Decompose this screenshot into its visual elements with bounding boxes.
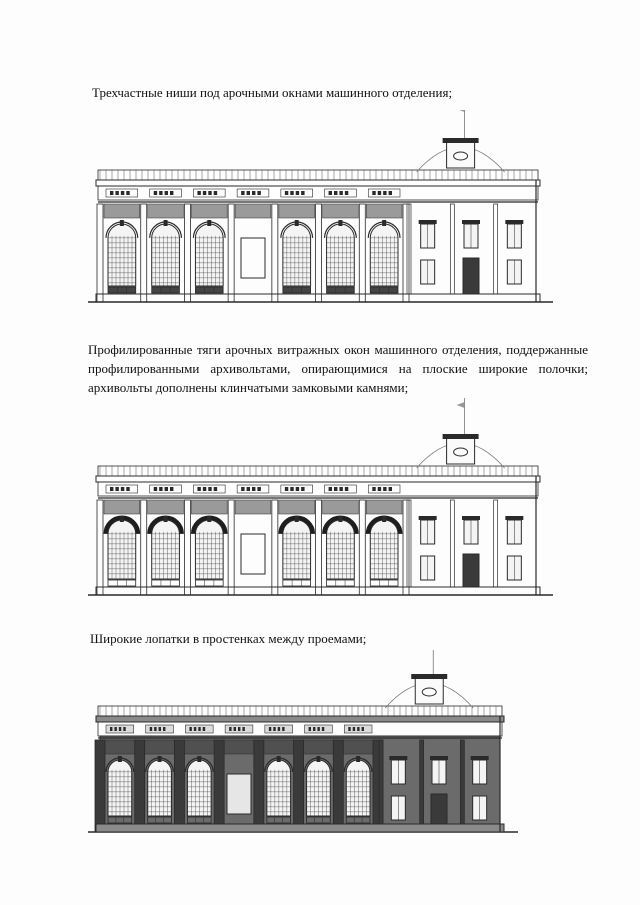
frieze-ornament <box>383 191 386 195</box>
keystone <box>207 516 211 522</box>
frieze-ornament <box>110 727 112 731</box>
window-niche <box>195 287 223 293</box>
frieze-ornament <box>126 191 129 195</box>
frieze-ornament <box>238 727 240 731</box>
flag-icon <box>457 110 465 112</box>
frieze-ornament <box>329 487 332 491</box>
pilaster <box>184 204 190 302</box>
frieze-ornament <box>121 487 124 491</box>
wing-window-lintel <box>505 220 523 224</box>
facade-elevation-drawing-3 <box>88 650 518 840</box>
caption-pilasters: Широкие лопатки в простенках между проемами; <box>90 631 367 646</box>
frieze-ornament <box>285 487 288 491</box>
pilaster <box>403 500 409 595</box>
frieze-ornament <box>170 191 173 195</box>
keystone <box>382 516 386 522</box>
keystone <box>118 756 122 762</box>
keystone <box>295 516 299 522</box>
frieze-ornament <box>163 727 165 731</box>
entrance-door <box>463 258 479 294</box>
flag-icon <box>457 402 465 408</box>
keystone <box>356 756 360 762</box>
blind-panel <box>241 534 265 574</box>
brick-panel <box>323 204 359 218</box>
brick-panel <box>148 500 184 514</box>
frieze-ornament <box>203 487 206 491</box>
frieze-ornament <box>247 487 250 491</box>
pilaster <box>97 500 103 595</box>
keystone <box>316 756 320 762</box>
frieze-ornament <box>282 727 284 731</box>
frieze-ornament <box>322 727 324 731</box>
wing-pilaster <box>379 740 383 824</box>
frieze-ornament <box>242 727 244 731</box>
frieze-ornament <box>269 727 271 731</box>
frieze-ornament <box>197 487 200 491</box>
main-cornice <box>96 180 540 186</box>
frieze-ornament <box>285 191 288 195</box>
keystone <box>120 220 124 226</box>
pilaster <box>403 204 409 302</box>
keystone <box>338 220 342 226</box>
pilaster <box>272 500 278 595</box>
frieze-ornament <box>198 727 200 731</box>
frieze-ornament <box>345 191 348 195</box>
frieze-ornament <box>110 487 113 491</box>
frieze-ornament <box>110 191 113 195</box>
keystone <box>277 756 281 762</box>
frieze-ornament <box>121 191 124 195</box>
brick-panel <box>191 204 227 218</box>
frieze-ornament <box>114 727 116 731</box>
frieze-ornament <box>154 727 156 731</box>
frieze-ornament <box>165 487 168 491</box>
facade-elevation-drawing-2 <box>88 398 553 603</box>
frieze-ornament <box>301 487 304 491</box>
brick-panel <box>366 500 402 514</box>
window-niche <box>108 287 136 293</box>
window-niche <box>283 287 311 293</box>
brick-panel <box>263 740 295 754</box>
tower-body <box>447 142 475 168</box>
pilaster <box>228 500 234 595</box>
tower-cornice <box>443 434 479 439</box>
frieze-ornament <box>203 727 205 731</box>
window-niche <box>152 287 180 293</box>
frieze-ornament <box>257 191 260 195</box>
window-niche <box>327 287 355 293</box>
frieze-ornament <box>296 487 299 491</box>
pilaster <box>316 204 322 302</box>
window-niche <box>283 580 311 586</box>
frieze-ornament <box>208 487 211 491</box>
frieze-ornament <box>115 191 118 195</box>
frieze-ornament <box>126 487 129 491</box>
pilaster <box>141 500 147 595</box>
pilaster <box>359 500 365 595</box>
frieze-ornament <box>278 727 280 731</box>
brick-panel <box>303 740 335 754</box>
caption-archivolts: Профилированные тяги арочных витражных окон машинного отделения, поддержанные профилированными архивольтами, опирающимися на плоские широкие полочки; архивольты дополнены клинчатыми замковыми камнями; <box>88 342 588 395</box>
frieze-ornament <box>119 727 121 731</box>
pilaster <box>316 500 322 595</box>
wing-pilaster <box>494 204 498 294</box>
tower-body <box>447 438 475 464</box>
brick-panel <box>279 500 315 514</box>
pilaster <box>97 204 103 302</box>
frieze-ornament <box>301 191 304 195</box>
pilaster <box>254 740 264 832</box>
frieze-ornament <box>372 487 375 491</box>
tower-cornice <box>443 138 479 143</box>
frieze-ornament <box>290 191 293 195</box>
facade-elevation-drawing-1 <box>88 110 553 310</box>
pilaster <box>174 740 184 832</box>
wing-pilaster <box>494 500 498 587</box>
pilaster <box>135 740 145 832</box>
frieze-ornament <box>329 191 332 195</box>
wing-window-lintel <box>471 756 489 760</box>
attic-railing <box>98 706 502 716</box>
plinth <box>96 587 540 595</box>
frieze-ornament <box>247 191 250 195</box>
frieze-ornament <box>362 727 364 731</box>
wing-window-lintel <box>462 220 480 224</box>
entrance-door <box>431 794 447 824</box>
frieze-ornament <box>334 487 337 491</box>
wing-window-lintel <box>419 516 437 520</box>
blind-panel <box>241 238 265 278</box>
window-niche <box>195 580 223 586</box>
pilaster <box>141 204 147 302</box>
window-niche <box>327 580 355 586</box>
frieze-ornament <box>189 727 191 731</box>
frieze-ornament <box>378 487 381 491</box>
frieze-ornament <box>115 487 118 491</box>
frieze-ornament <box>345 487 348 491</box>
keystone <box>338 516 342 522</box>
frieze-ornament <box>309 727 311 731</box>
pilaster <box>294 740 304 832</box>
brick-panel <box>104 740 136 754</box>
frieze-ornament <box>252 487 255 491</box>
frieze-ornament <box>214 191 217 195</box>
keystone <box>164 220 168 226</box>
wing-pilaster <box>420 740 424 824</box>
frieze-ornament <box>170 487 173 491</box>
frieze-ornament <box>334 191 337 195</box>
brick-panel <box>191 500 227 514</box>
window-niche <box>108 580 136 586</box>
frieze-ornament <box>313 727 315 731</box>
keystone <box>382 220 386 226</box>
brick-panel <box>104 204 140 218</box>
frieze-ornament <box>257 487 260 491</box>
frieze-ornament <box>290 487 293 491</box>
wing-window-lintel <box>430 756 448 760</box>
frieze-ornament <box>241 487 244 491</box>
brick-panel <box>144 740 176 754</box>
frieze-ornament <box>348 727 350 731</box>
wing-pilaster <box>450 500 454 587</box>
frieze-ornament <box>165 191 168 195</box>
wing-window-lintel <box>505 516 523 520</box>
pilaster <box>184 500 190 595</box>
wing-pilaster <box>450 204 454 294</box>
plinth <box>96 294 540 302</box>
frieze-ornament <box>383 487 386 491</box>
frieze-ornament <box>154 487 157 491</box>
frieze-ornament <box>317 727 319 731</box>
pilaster <box>95 740 105 832</box>
window-niche <box>152 580 180 586</box>
pilaster <box>214 740 224 832</box>
frieze-ornament <box>214 487 217 491</box>
plinth <box>96 824 504 832</box>
keystone <box>158 756 162 762</box>
brick-panel <box>366 204 402 218</box>
brick-panel <box>223 740 255 754</box>
frieze-ornament <box>159 191 162 195</box>
frieze-ornament <box>194 727 196 731</box>
brick-panel <box>342 740 374 754</box>
brick-panel <box>104 500 140 514</box>
wing-window-lintel <box>419 220 437 224</box>
frieze-ornament <box>389 487 392 491</box>
frieze-band <box>98 482 538 496</box>
frieze-ornament <box>208 191 211 195</box>
keystone <box>120 516 124 522</box>
frieze-ornament <box>339 191 342 195</box>
frieze-ornament <box>197 191 200 195</box>
frieze-ornament <box>339 487 342 491</box>
caption-niches: Трехчастные ниши под арочными окнами машинного отделения; <box>92 85 453 100</box>
pilaster <box>333 740 343 832</box>
frieze-ornament <box>296 191 299 195</box>
keystone <box>207 220 211 226</box>
pilaster <box>228 204 234 302</box>
frieze-ornament <box>159 727 161 731</box>
brick-panel <box>148 204 184 218</box>
blind-panel <box>227 774 251 814</box>
main-cornice <box>96 716 504 722</box>
frieze-ornament <box>159 487 162 491</box>
wing-window-lintel <box>462 516 480 520</box>
main-cornice <box>96 476 540 482</box>
frieze-ornament <box>150 727 152 731</box>
wing-window-lintel <box>389 756 407 760</box>
brick-panel <box>323 500 359 514</box>
window-niche <box>370 580 398 586</box>
window-niche <box>370 287 398 293</box>
frieze-ornament <box>378 191 381 195</box>
frieze-ornament <box>389 191 392 195</box>
frieze-ornament <box>229 727 231 731</box>
brick-panel <box>183 740 215 754</box>
frieze-ornament <box>353 727 355 731</box>
keystone <box>164 516 168 522</box>
brick-panel <box>235 204 271 218</box>
brick-panel <box>279 204 315 218</box>
keystone <box>295 220 299 226</box>
frieze-ornament <box>252 191 255 195</box>
frieze-ornament <box>273 727 275 731</box>
frieze-band <box>98 186 538 200</box>
frieze-ornament <box>241 191 244 195</box>
frieze-ornament <box>357 727 359 731</box>
frieze-ornament <box>372 191 375 195</box>
frieze-ornament <box>123 727 125 731</box>
frieze-ornament <box>203 191 206 195</box>
tower-body <box>415 678 443 704</box>
keystone <box>197 756 201 762</box>
pilaster <box>359 204 365 302</box>
frieze-ornament <box>234 727 236 731</box>
pilaster <box>272 204 278 302</box>
brick-panel <box>235 500 271 514</box>
frieze-ornament <box>154 191 157 195</box>
tower-cornice <box>411 674 447 679</box>
wing-pilaster <box>460 740 464 824</box>
entrance-door <box>463 554 479 587</box>
